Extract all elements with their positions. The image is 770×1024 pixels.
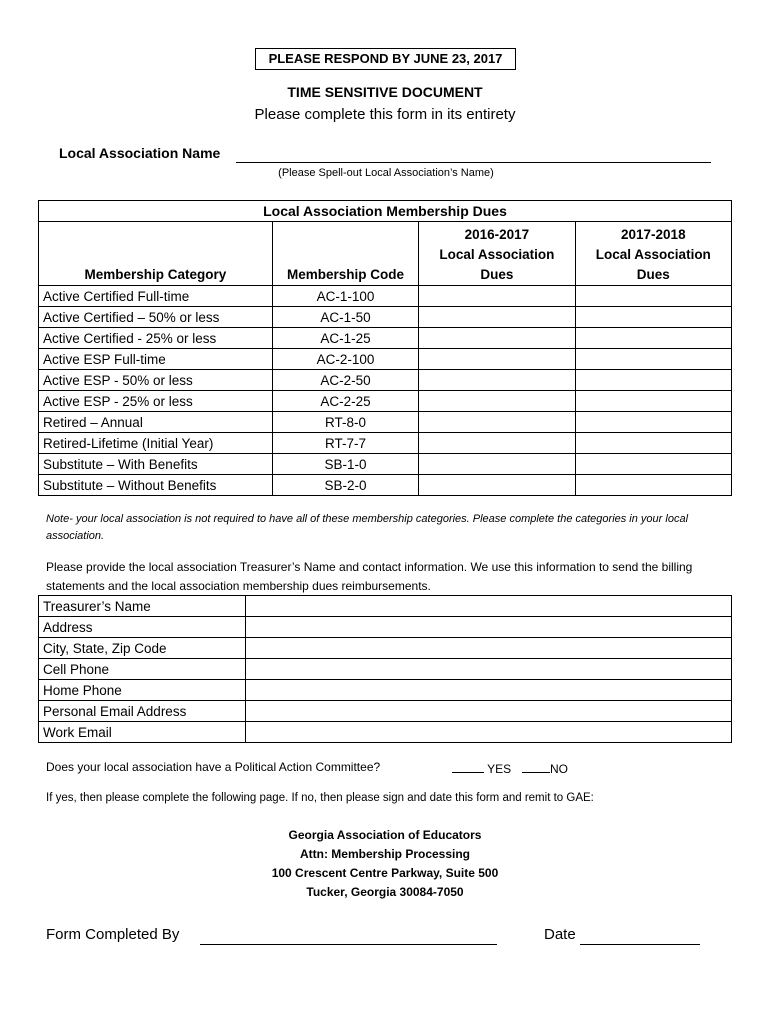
dues-2016-input-cell[interactable] (419, 412, 575, 433)
mailing-address (0, 826, 770, 902)
dues-category-cell: Retired-Lifetime (Initial Year) (39, 433, 273, 454)
treasurer-row (39, 596, 732, 617)
dues-2017-input-cell[interactable] (575, 286, 731, 307)
treasurer-row (39, 680, 732, 701)
dues-row (39, 391, 732, 412)
dues-code-cell: RT-8-0 (272, 412, 418, 433)
pac-no-option[interactable] (522, 760, 568, 776)
dues-category-cell: Substitute – Without Benefits (39, 475, 273, 496)
pac-no-blank[interactable] (522, 760, 550, 773)
dues-row (39, 286, 732, 307)
association-name-field[interactable] (236, 145, 711, 163)
col-header-2017-dues (575, 222, 731, 286)
col-header-2016-year: 2016-2017 (464, 227, 530, 242)
dues-row (39, 433, 732, 454)
dues-2016-input-cell[interactable] (419, 454, 575, 475)
pac-question: Does your local association have a Political Action Committee? (46, 760, 381, 774)
dues-code-cell: AC-2-100 (272, 349, 418, 370)
pac-yes-label: YES (487, 762, 512, 776)
address-line: Tucker, Georgia 30084-7050 (306, 885, 464, 899)
dues-code-cell: AC-1-50 (272, 307, 418, 328)
dues-category-cell: Active ESP Full-time (39, 349, 273, 370)
treasurer-field-input[interactable] (246, 638, 732, 659)
dues-2016-input-cell[interactable] (419, 349, 575, 370)
dues-table-title: Local Association Membership Dues (39, 201, 732, 222)
categories-note: Note- your local association is not required to have all of these membership categories. Please complete the categories in your local association. (46, 513, 689, 542)
dues-row (39, 475, 732, 496)
treasurer-field-input[interactable] (246, 722, 732, 743)
dues-2017-input-cell[interactable] (575, 454, 731, 475)
treasurer-row (39, 638, 732, 659)
dues-code-cell: AC-2-25 (272, 391, 418, 412)
dues-2017-input-cell[interactable] (575, 433, 731, 454)
document-subtitle: Please complete this form in its entirety (254, 106, 516, 123)
dues-2017-input-cell[interactable] (575, 370, 731, 391)
deadline-banner: PLEASE RESPOND BY JUNE 23, 2017 (255, 48, 516, 70)
treasurer-field-input[interactable] (246, 659, 732, 680)
dues-2016-input-cell[interactable] (419, 391, 575, 412)
dues-category-cell: Active ESP - 25% or less (39, 391, 273, 412)
treasurer-row (39, 659, 732, 680)
dues-category-cell: Substitute – With Benefits (39, 454, 273, 475)
dues-row (39, 349, 732, 370)
dues-2017-input-cell[interactable] (575, 412, 731, 433)
treasurer-intro-text: Please provide the local association Treasurer’s Name and contact information. We use this information to send the billing statements and the local association membership dues reimbursements. (46, 560, 693, 593)
dues-2016-input-cell[interactable] (419, 286, 575, 307)
dues-row (39, 412, 732, 433)
association-name-label: Local Association Name (59, 145, 221, 161)
dues-2017-input-cell[interactable] (575, 475, 731, 496)
pac-no-label: NO (550, 762, 568, 776)
dues-2016-input-cell[interactable] (419, 307, 575, 328)
pac-yes-blank[interactable] (452, 760, 484, 773)
dues-2016-input-cell[interactable] (419, 475, 575, 496)
treasurer-row (39, 617, 732, 638)
dues-category-cell: Active Certified - 25% or less (39, 328, 273, 349)
treasurer-field-label: City, State, Zip Code (39, 638, 246, 659)
document-title: TIME SENSITIVE DOCUMENT (287, 84, 483, 100)
dues-2017-input-cell[interactable] (575, 307, 731, 328)
dues-2016-input-cell[interactable] (419, 328, 575, 349)
dues-category-cell: Active ESP - 50% or less (39, 370, 273, 391)
treasurer-row (39, 701, 732, 722)
treasurer-field-label: Treasurer’s Name (39, 596, 246, 617)
dues-code-cell: SB-2-0 (272, 475, 418, 496)
col-header-code: Membership Code (272, 222, 418, 286)
date-label: Date (544, 926, 576, 943)
dues-code-cell: AC-1-25 (272, 328, 418, 349)
treasurer-field-input[interactable] (246, 680, 732, 701)
completed-by-label: Form Completed By (46, 926, 180, 943)
address-line: 100 Crescent Centre Parkway, Suite 500 (271, 866, 499, 880)
treasurer-field-label: Personal Email Address (39, 701, 246, 722)
dues-2016-input-cell[interactable] (419, 370, 575, 391)
treasurer-info-table (38, 595, 732, 743)
treasurer-field-input[interactable] (246, 596, 732, 617)
dues-code-cell: AC-2-50 (272, 370, 418, 391)
col-header-category: Membership Category (39, 222, 273, 286)
col-header-2016-sub2: Dues (480, 267, 514, 282)
membership-dues-table (38, 200, 732, 496)
col-header-2017-sub: Local Association (595, 247, 711, 262)
dues-row (39, 454, 732, 475)
dues-category-cell: Retired – Annual (39, 412, 273, 433)
dues-row (39, 370, 732, 391)
association-name-hint: (Please Spell-out Local Association’s Name) (278, 167, 494, 179)
date-field[interactable] (580, 927, 700, 945)
dues-category-cell: Active Certified – 50% or less (39, 307, 273, 328)
address-line: Attn: Membership Processing (299, 847, 471, 861)
dues-code-cell: SB-1-0 (272, 454, 418, 475)
pac-yes-option[interactable] (452, 760, 511, 776)
col-header-2017-year: 2017-2018 (621, 227, 686, 242)
col-header-2016-dues (419, 222, 575, 286)
dues-category-cell: Active Certified Full-time (39, 286, 273, 307)
address-line: Georgia Association of Educators (288, 828, 482, 842)
treasurer-field-label: Home Phone (39, 680, 246, 701)
treasurer-field-label: Cell Phone (39, 659, 246, 680)
remit-instructions: If yes, then please complete the following page. If no, then please sign and date this form and remit to GAE: (46, 792, 594, 804)
treasurer-field-label: Work Email (39, 722, 246, 743)
dues-2017-input-cell[interactable] (575, 391, 731, 412)
dues-2017-input-cell[interactable] (575, 349, 731, 370)
dues-code-cell: RT-7-7 (272, 433, 418, 454)
col-header-2016-sub: Local Association (439, 247, 555, 262)
dues-2016-input-cell[interactable] (419, 433, 575, 454)
dues-row (39, 328, 732, 349)
treasurer-field-input[interactable] (246, 617, 732, 638)
dues-row (39, 307, 732, 328)
treasurer-field-input[interactable] (246, 701, 732, 722)
dues-2017-input-cell[interactable] (575, 328, 731, 349)
completed-by-field[interactable] (200, 927, 497, 945)
treasurer-row (39, 722, 732, 743)
treasurer-field-label: Address (39, 617, 246, 638)
dues-code-cell: AC-1-100 (272, 286, 418, 307)
col-header-2017-sub2: Dues (636, 267, 670, 282)
